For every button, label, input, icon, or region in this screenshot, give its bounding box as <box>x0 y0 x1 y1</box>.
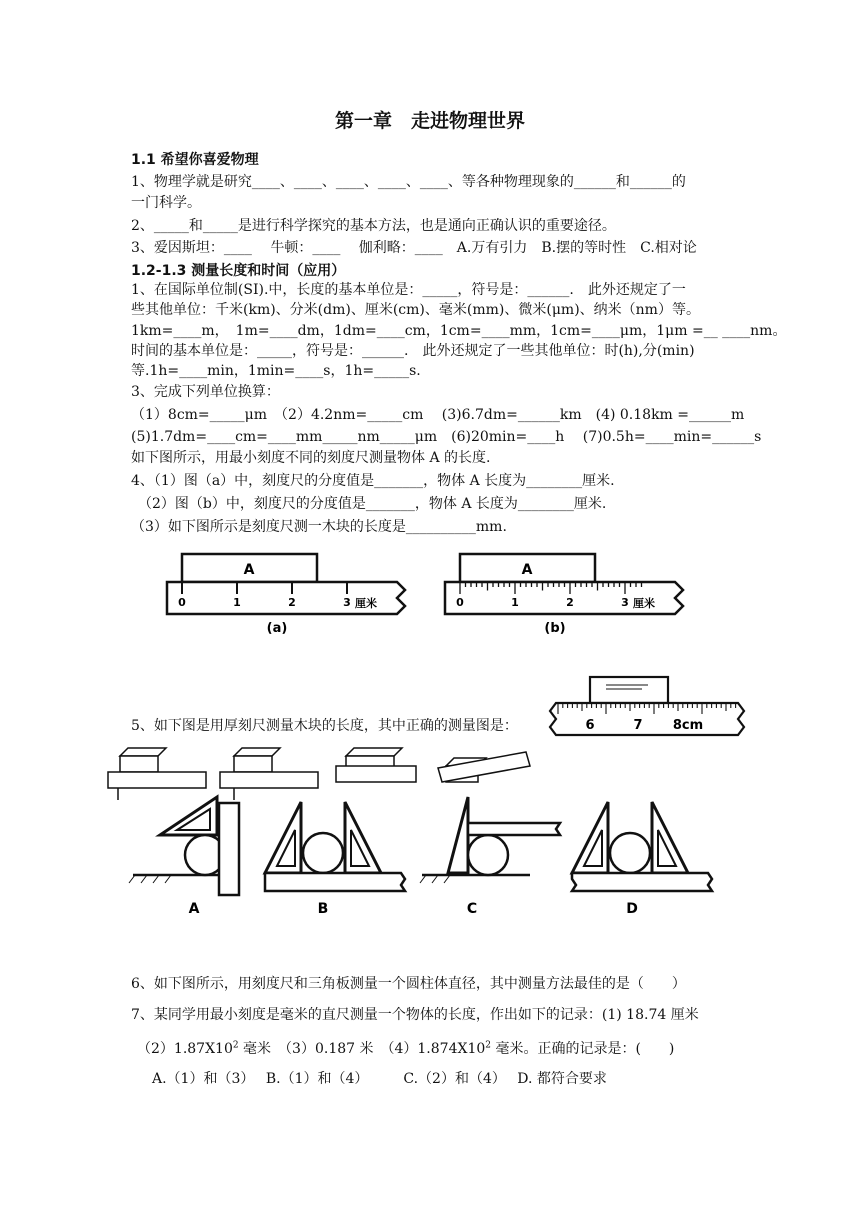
svg-text:1: 1 <box>233 596 241 609</box>
units-line-4: 时间的基本单位是：_____，符号是：______. 此外还规定了一些其他单位：时(h),分(min) <box>131 343 695 359</box>
svg-text:8cm: 8cm <box>672 718 704 733</box>
caption-b: (b) <box>544 621 566 636</box>
option-label-B: B <box>317 901 329 917</box>
svg-text:3: 3 <box>343 596 351 609</box>
section-heading-1-2: 1.2-1.3 测量长度和时间（应用） <box>131 263 346 279</box>
option-label-D: D <box>626 901 638 917</box>
ruler-figure-a <box>165 552 410 637</box>
cylinder-figure-B <box>263 800 413 920</box>
page-title: 第一章 走进物理世界 <box>334 110 525 132</box>
q7-line-1: 7、某同学用最小刻度是毫米的直尺测量一个物体的长度，作出如下的记录：(1) 18.74 厘米 <box>131 1007 699 1023</box>
svg-text:厘米: 厘米 <box>355 597 377 610</box>
conversion-line-2: (5)1.7dm=____cm=____mm_____nm_____μm (6)20min=____h (7)0.5h=____min=______s <box>131 429 762 445</box>
units-line-5: 等.1h=____min，1min=____s，1h=_____s. <box>131 363 421 379</box>
svg-text:7: 7 <box>633 718 643 733</box>
ruler-figure-c <box>548 671 748 743</box>
q5-line: 5、如下图是用厚刻尺测量木块的长度，其中正确的测量图是： <box>131 718 518 734</box>
units-line-1: 1、在国际单位制(SI).中，长度的基本单位是：_____，符号是：______. 此外还规定了一 <box>131 282 686 298</box>
q4-line-2: （2）图（b）中，刻度尺的分度值是_______，物体 A 长度为________厘米. <box>131 496 607 512</box>
svg-text:0: 0 <box>178 596 186 609</box>
cylinder-figure-A <box>125 795 265 920</box>
svg-text:3: 3 <box>621 596 629 609</box>
option-label-A: A <box>188 901 200 917</box>
q2-line: 2、_____和_____是进行科学探究的基本方法，也是通向正确认识的重要途径。 <box>131 218 616 234</box>
cylinder-figure-C <box>420 795 570 920</box>
cylinder-figure-D <box>570 800 720 920</box>
q6-line: 6、如下图所示，用刻度尺和三角板测量一个圆柱体直径，其中测量方法最佳的是（ ） <box>131 976 686 992</box>
block-label-a: A <box>243 562 255 578</box>
q3-line: 3、爱因斯坦：____ 牛顿：____ 伽利略：____ A.万有引力 B.摆的等时性 C.相对论 <box>131 240 697 256</box>
svg-text:1: 1 <box>511 596 519 609</box>
svg-text:6: 6 <box>585 718 595 733</box>
q7-line-2: $(2)1.87X10^2$ 毫米 （3）0.187 米 $(4)1.874X10^2$ 毫米。正确的记录是：( ) <box>137 1040 675 1057</box>
q4-line-3: （3）如下图所示是刻度尺测一木块的长度是__________mm. <box>131 519 507 535</box>
q7-options-line: A.（1）和（3） B.（1）和（4） C.（2）和（4） D. 都符合要求 <box>152 1071 607 1087</box>
units-line-3: 1km=____m， 1m=____dm，1dm=____cm，1cm=____mm，1cm=____μm，1μm =__ ____nm。 <box>131 323 787 339</box>
ruler-figure-b <box>443 552 688 637</box>
conversion-line-1: （1）8cm=_____μm （2）4.2nm=_____cm (3)6.7dm=______km (4) 0.18km =______m <box>131 407 745 423</box>
svg-text:0: 0 <box>456 596 464 609</box>
caption-a: (a) <box>266 621 288 636</box>
units-line-2: 些其他单位：千米(km)、分米(dm)、厘米(cm)、毫米(mm)、微米(μm)、纳米（nm）等。 <box>131 302 700 318</box>
conversion-heading: 3、完成下列单位换算： <box>131 384 280 400</box>
q1-line-2: 一门科学。 <box>131 195 201 211</box>
svg-text:厘米: 厘米 <box>633 597 655 610</box>
option-label-C: C <box>466 901 478 917</box>
block-label-b: A <box>521 562 533 578</box>
svg-text:2: 2 <box>288 596 296 609</box>
section-heading-1-1: 1.1 希望你喜爱物理 <box>131 152 259 168</box>
q4-line-1: 4、（1）图（a）中，刻度尺的分度值是_______，物体 A 长度为________厘米. <box>131 473 615 489</box>
svg-text:2: 2 <box>566 596 574 609</box>
ruler-intro-line: 如下图所示，用最小刻度不同的刻度尺测量物体 A 的长度. <box>131 450 491 466</box>
q1-line-1: 1、物理学就是研究____、____、____、____、____、等各种物理现象的______和______的 <box>131 174 686 190</box>
